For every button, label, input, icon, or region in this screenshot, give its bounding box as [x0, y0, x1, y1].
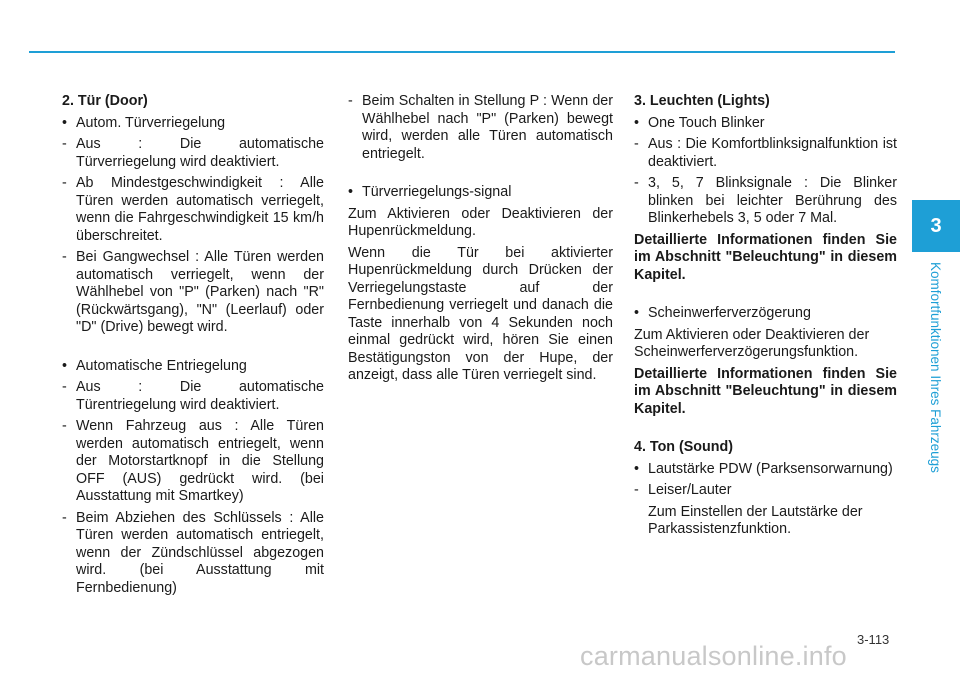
bullet-one-touch-blinker: • One Touch Blinker — [634, 115, 897, 133]
bullet-lock-signal: • Türverriegelungs-signal — [348, 184, 613, 202]
header-rule — [29, 51, 895, 53]
section-heading-sound: 4. Ton (Sound) — [634, 439, 733, 455]
column-1 — [62, 93, 324, 601]
section-heading-door: 2. Tür (Door) — [62, 93, 148, 109]
option-lock-shift: - Bei Gangwechsel : Alle Türen werden automatisch verriegelt, wenn der Wählhebel von "P" (Parken) nach "R" (Rückwärtsgang), "N" (Leerlauf) oder "D" (Drive) bewegt wird. — [62, 249, 324, 337]
option-unlock-off: - Aus : Die automatische Türentriegelung wird deaktiviert. — [62, 379, 324, 414]
chapter-title-vertical: Komfortfunktionen Ihres Fahrzeugs — [928, 262, 943, 473]
option-volume-level: - Leiser/Lauter — [634, 482, 897, 500]
option-lock-speed: - Ab Mindestgeschwindigkeit : Alle Türen werden automatisch verriegelt, wenn die Fahrgeschwindigkeit 15 km/h überschreitet. — [62, 175, 324, 245]
option-blinker-off: - Aus : Die Komfortblinksignalfunktion ist deaktiviert. — [634, 136, 897, 171]
paragraph-horn-feedback: Zum Aktivieren oder Deaktivieren der Hupenrückmeldung. — [348, 205, 613, 239]
paragraph-horn-description: Wenn die Tür bei aktivierter Hupenrückmeldung durch Drücken der Verriegelungstaste auf der Fernbedienung verriegelt und danach die Taste innerhalb von 4 Sekunden noch einmal gedrückt wird, hören Sie einen Bestätigungston von der Hupe, der anzeigt, dass alle Türen verriegelt sind. — [348, 244, 613, 383]
paragraph-headlight-delay: Zum Aktivieren oder Deaktivieren der Scheinwerferverzögerungsfunktion. — [634, 326, 870, 360]
option-unlock-vehicle-off: - Wenn Fahrzeug aus : Alle Türen werden automatisch entriegelt, wenn der Motorstartknopf in die Stellung OFF (AUS) gedrückt wird. (bei Ausstattung mit Smartkey) — [62, 418, 324, 506]
option-unlock-park: - Beim Schalten in Stellung P : Wenn der Wählhebel nach "P" (Parken) bewegt wird, werden alle Türen automatisch entriegelt. — [348, 93, 613, 163]
option-blinker-count: - 3, 5, 7 Blinksignale : Die Blinker blinken bei leichter Berührung des Blinkerhebels 3, 5 oder 7 Mal. — [634, 175, 897, 228]
section-heading-lights: 3. Leuchten (Lights) — [634, 93, 770, 109]
note-headlight-reference: Detaillierte Informationen finden Sie im Abschnitt "Beleuchtung" in diesem Kapitel. — [634, 365, 897, 417]
watermark-text: carmanualsonline.info — [580, 641, 847, 671]
option-lock-off: - Aus : Die automatische Türverriegelung wird deaktiviert. — [62, 136, 324, 171]
bullet-auto-unlock: • Automatische Entriegelung — [62, 358, 324, 376]
page-number: 3-113 — [857, 632, 890, 647]
chapter-tab: 3 — [912, 200, 960, 252]
bullet-headlight-delay: • Scheinwerferverzögerung — [634, 305, 897, 323]
bullet-pdw-volume: • Lautstärke PDW (Parksensorwarnung) — [634, 461, 897, 479]
note-lights-reference: Detaillierte Informationen finden Sie im Abschnitt "Beleuchtung" in diesem Kapitel. — [634, 231, 897, 283]
column-2 — [348, 93, 613, 389]
bullet-auto-lock: • Autom. Türverriegelung — [62, 115, 324, 133]
option-unlock-key-removal: - Beim Abziehen des Schlüssels : Alle Türen werden automatisch entriegelt, wenn der Zündschlüssel abgezogen wird. (bei Ausstattung mit Fernbedienung) — [62, 510, 324, 598]
paragraph-volume-description: Zum Einstellen der Lautstärke der Parkassistenzfunktion. — [648, 503, 863, 537]
column-3 — [634, 93, 897, 543]
